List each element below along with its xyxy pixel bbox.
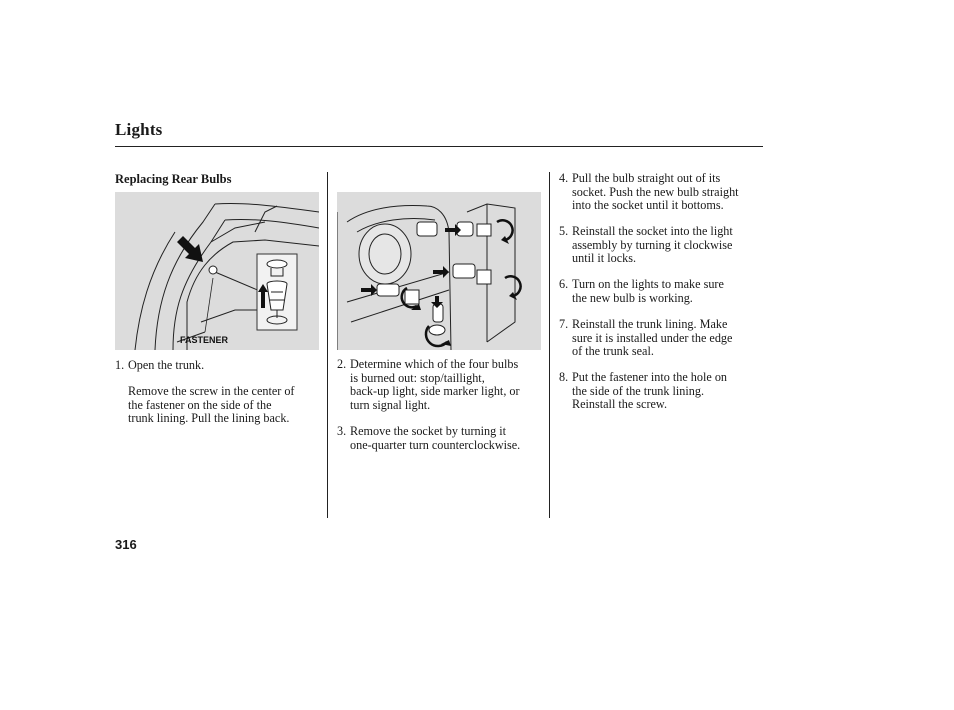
step-line: Open the trunk. [128,358,205,372]
step-line: until it locks. [572,251,636,266]
page-title: Lights [115,120,163,139]
step-line: the fastener on the side of the [128,397,272,412]
step-line: Reinstall the trunk lining. Make [572,317,728,331]
step-line: Determine which of the four bulbs [350,357,519,371]
step-line: of the trunk seal. [572,344,654,359]
section-heading: Replacing Rear Bulbs [115,172,232,186]
step-number: 3. [337,424,347,438]
step-7 [559,318,769,359]
step-number: 5. [559,224,569,238]
step-6 [559,278,769,305]
step-4 [559,172,769,213]
step-line: Reinstall the socket into the light [572,224,733,238]
step-line: trunk lining. Pull the lining back. [128,411,290,426]
rear-light-sockets-illustration [337,192,541,350]
step-line: Pull the bulb straight out of its [572,171,721,185]
fastener-label: FASTENER [180,335,229,345]
step-3 [337,425,547,452]
step-line: the new bulb is working. [572,290,693,305]
step-line: turn signal light. [350,397,431,412]
step-1 [115,359,325,373]
step-number: 2. [337,357,347,371]
step-line: Remove the screw in the center of [128,384,295,398]
step-line: back-up light, side marker light, or [350,384,520,399]
step-line: Put the fastener into the hole on [572,370,728,384]
step-line: socket. Push the new bulb straight [572,184,739,199]
step-line: into the socket until it bottoms. [572,198,724,213]
title-rule [115,146,763,147]
column-divider-1 [327,172,328,518]
step-1-detail [115,385,325,426]
step-number: 8. [559,370,569,384]
step-number: 4. [559,171,569,185]
step-line: Turn on the lights to make sure [572,277,724,291]
step-line: sure it is installed under the edge [572,330,733,345]
step-line: is burned out: stop/taillight, [350,370,485,385]
step-number: 6. [559,277,569,291]
step-line: the side of the trunk lining. [572,383,705,398]
step-number: 7. [559,317,569,331]
step-2 [337,358,547,412]
step-8 [559,371,769,412]
step-line: Remove the socket by turning it [350,424,507,438]
step-5 [559,225,769,266]
step-line: assembly by turning it clockwise [572,237,733,252]
page-number: 316 [115,537,137,552]
column-divider-2 [549,172,550,518]
step-line: one-quarter turn counterclockwise. [350,437,521,452]
step-number: 1. [115,358,125,372]
trunk-fastener-illustration [115,192,319,350]
step-line: Reinstall the screw. [572,397,667,412]
